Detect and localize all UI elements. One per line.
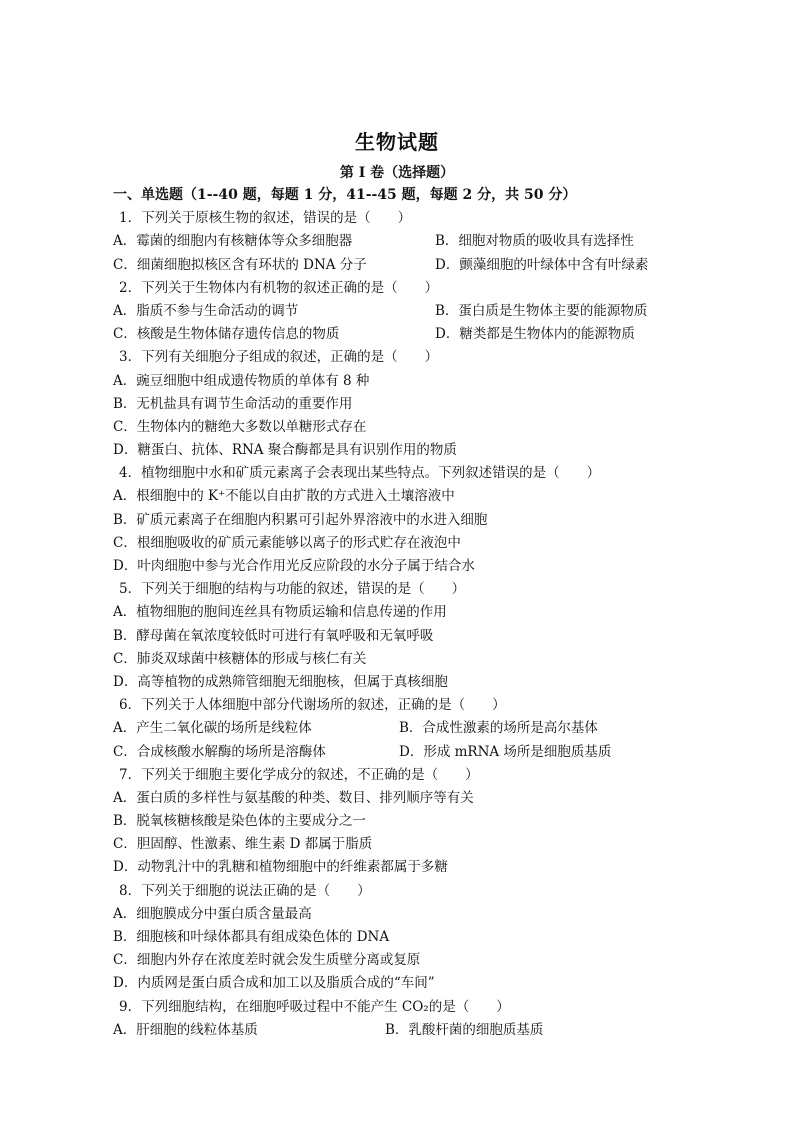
option-row [113, 717, 693, 740]
question-1: 1．下列关于原核生物的叙述，错误的是（ ） [119, 210, 412, 227]
option-b[interactable]: B．矿质元素离子在细胞内积累可引起外界溶液中的水进入细胞 [113, 511, 488, 528]
option-c[interactable]: C．肺炎双球菌中核糖体的形成与核仁有关 [113, 650, 367, 667]
option-b[interactable]: B．蛋白质是生物体主要的能源物质 [435, 302, 648, 319]
option-a[interactable]: A．产生二氧化碳的场所是线粒体 [113, 720, 312, 737]
option-row [113, 1019, 693, 1042]
option-b[interactable]: B．无机盐具有调节生命活动的重要作用 [113, 395, 353, 412]
option-d[interactable]: D．糖蛋白、抗体、RNA 聚合酶都是具有识别作用的物质 [113, 442, 457, 459]
question-9: 9．下列细胞结构，在细胞呼吸过程中不能产生 CO₂的是（ ） [119, 998, 510, 1015]
option-d[interactable]: D．动物乳汁中的乳糖和植物细胞中的纤维素都属于多糖 [113, 859, 448, 876]
option-a[interactable]: A．霉菌的细胞内有核糖体等众多细胞器 [113, 233, 353, 250]
option-d[interactable]: D．高等植物的成熟筛管细胞无细胞核，但属于真核细胞 [113, 673, 448, 690]
option-b[interactable]: B．细胞对物质的吸收具有选择性 [435, 233, 634, 250]
option-c[interactable]: C．细菌细胞拟核区含有环状的 DNA 分子 [113, 256, 367, 273]
question-2: 2．下列关于生物体内有机物的叙述正确的是（ ） [119, 279, 439, 296]
option-c[interactable]: C．胆固醇、性激素、维生素 D 都属于脂质 [113, 836, 373, 853]
option-row [113, 254, 693, 277]
option-row [113, 323, 693, 346]
option-d[interactable]: D．内质网是蛋白质合成和加工以及脂质合成的“车间” [113, 975, 435, 992]
option-b[interactable]: B．乳酸杆菌的细胞质基质 [385, 1021, 544, 1038]
option-row [113, 300, 693, 323]
option-b[interactable]: B．脱氧核糖核酸是染色体的主要成分之一 [113, 813, 366, 830]
question-3: 3．下列有关细胞分子组成的叙述，正确的是（ ） [119, 349, 439, 366]
option-a[interactable]: A．细胞膜成分中蛋白质含量最高 [113, 905, 312, 922]
option-c[interactable]: C．生物体内的糖绝大多数以单糖形式存在 [113, 418, 367, 435]
question-4: 4．植物细胞中水和矿质元素离子会表现出某些特点。下列叙述错误的是（ ） [119, 465, 601, 482]
question-6: 6．下列关于人体细胞中部分代谢场所的叙述，正确的是（ ） [119, 697, 506, 714]
option-a[interactable]: A．根细胞中的 K⁺不能以自由扩散的方式进入土壤溶液中 [113, 488, 455, 505]
question-8: 8．下列关于细胞的说法正确的是（ ） [119, 882, 371, 899]
option-b[interactable]: B．酵母菌在氧浓度较低时可进行有氧呼吸和无氧呼吸 [113, 627, 434, 644]
question-5: 5．下列关于细胞的结构与功能的叙述，错误的是（ ） [119, 581, 466, 598]
option-row [113, 230, 693, 253]
option-c[interactable]: C．根细胞吸收的矿质元素能够以离子的形式贮存在液泡中 [113, 534, 461, 551]
option-a[interactable]: A．豌豆细胞中组成遗传物质的单体有 8 种 [113, 372, 370, 389]
option-a[interactable]: A．肝细胞的线粒体基质 [113, 1021, 258, 1038]
option-c[interactable]: C．核酸是生物体储存遗传信息的物质 [113, 326, 340, 343]
option-a[interactable]: A．植物细胞的胞间连丝具有物质运输和信息传递的作用 [113, 604, 447, 621]
option-b[interactable]: B．细胞核和叶绿体都具有组成染色体的 DNA [113, 929, 390, 945]
option-row [113, 741, 693, 764]
option-d[interactable]: D．叶肉细胞中参与光合作用光反应阶段的水分子属于结合水 [113, 558, 475, 574]
section-heading: 一、单选题（1--40 题，每题 1 分，41--45 题，每题 2 分，共 50 分） [113, 187, 577, 203]
option-b[interactable]: B．合成性激素的场所是高尔基体 [399, 720, 598, 737]
question-list [113, 184, 693, 1042]
option-d[interactable]: D．形成 mRNA 场所是细胞质基质 [399, 743, 612, 760]
option-d[interactable]: D．颤藻细胞的叶绿体中含有叶绿素 [435, 256, 649, 273]
option-a[interactable]: A．蛋白质的多样性与氨基酸的种类、数目、排列顺序等有关 [113, 789, 474, 806]
option-a[interactable]: A．脂质不参与生命活动的调节 [113, 302, 299, 319]
question-7: 7．下列关于细胞主要化学成分的叙述，不正确的是（ ） [119, 766, 479, 783]
part-title: 第 I 卷（选择题） [339, 165, 455, 181]
option-c[interactable]: C．细胞内外存在浓度差时就会发生质壁分离或复原 [113, 952, 421, 969]
page-title: 生物试题 [355, 130, 439, 154]
option-d[interactable]: D．糖类都是生物体内的能源物质 [435, 326, 635, 343]
option-c[interactable]: C．合成核酸水解酶的场所是溶酶体 [113, 743, 326, 760]
